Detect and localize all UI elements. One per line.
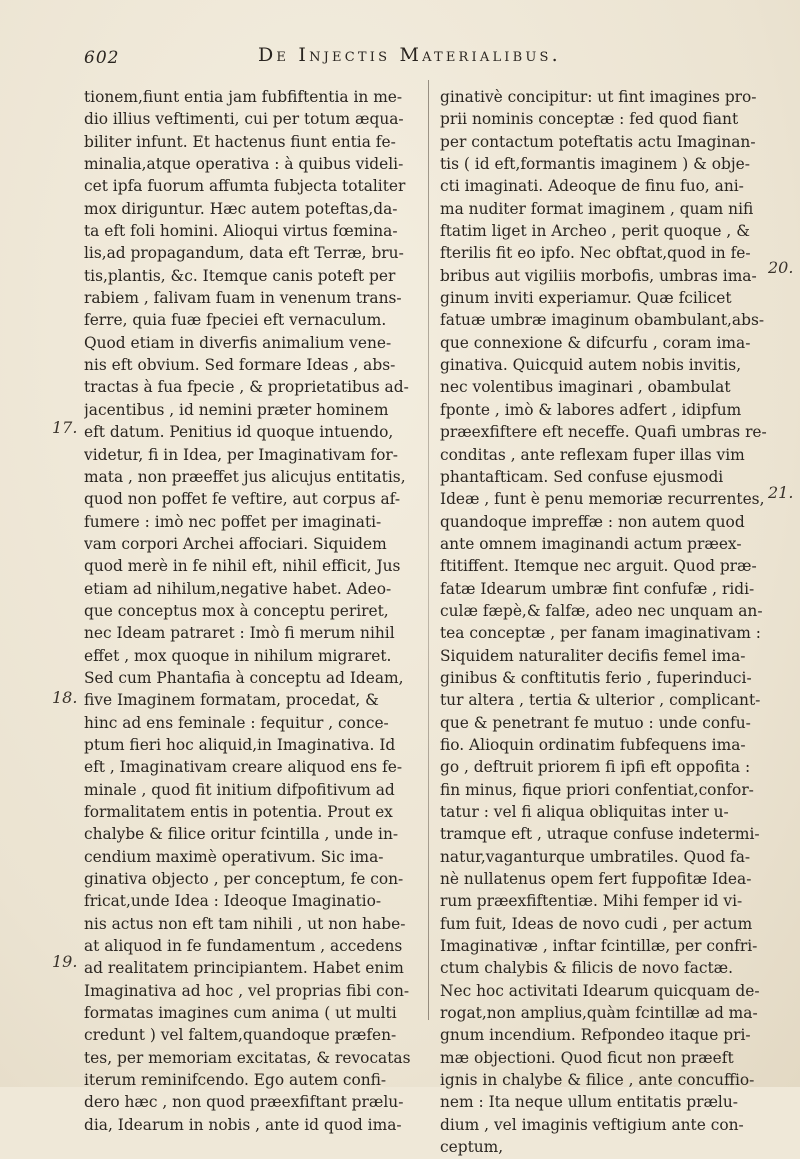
text-line: que connexione & difcurfu , coram ima- xyxy=(440,333,751,352)
page-number: 602 xyxy=(84,48,120,68)
text-line: fricat,unde Idea : Ideoque Imaginatio- xyxy=(84,892,382,911)
text-line: lis,ad propagandum, data eft Terræ, bru- xyxy=(84,244,404,263)
text-line: ptum fieri hoc aliquid,in Imaginativa. Id xyxy=(84,735,396,754)
text-line: conditas , ante reflexam fuper illas vim xyxy=(440,445,745,464)
text-line: rum præexfiftentiæ. Mihi femper id vi- xyxy=(440,892,743,911)
text-line: chalybe & filice oritur fcintilla , unde in- xyxy=(84,825,399,844)
margin-note-17: 17. xyxy=(52,418,78,437)
text-line: vam corpori Archei affociari. Siquidem xyxy=(84,534,387,553)
text-line: per contactum poteftatis actu Imaginan- xyxy=(440,132,756,151)
text-line: prii nominis conceptæ : fed quod fiant xyxy=(440,110,739,129)
text-line: rogat,non amplius,quàm fcintillæ ad ma- xyxy=(440,1004,758,1023)
text-line: ginativa. Quicquid autem nobis invitis, xyxy=(440,356,742,375)
text-line: tatur : vel fi aliqua obliquitas inter u- xyxy=(440,803,729,821)
text-line: ta eft foli homini. Alioqui virtus fœmina- xyxy=(84,222,398,241)
text-line: ceptum, xyxy=(440,1138,504,1157)
text-line: nec Ideam patraret : Imò fi merum nihil xyxy=(84,624,395,643)
text-line: ma nuditer format imaginem , quam nifi xyxy=(440,199,754,218)
text-line: nis eft obvium. Sed formare Ideas , abs- xyxy=(84,356,396,375)
text-line: formalitatem entis in potentia. Prout ex xyxy=(84,803,393,821)
running-title: De Injectis Materialibus. xyxy=(258,44,561,66)
text-line: dium , vel imaginis veftigium ante con- xyxy=(440,1115,744,1134)
text-line: go , deftruit priorem fi ipfi eft oppofita : xyxy=(440,758,751,777)
text-line: Imaginativa ad hoc , vel proprias fibi con- xyxy=(84,981,410,1000)
margin-note-20: 20. xyxy=(768,258,794,277)
text-line: Nec hoc activitati Idearum quicquam de- xyxy=(440,981,760,1000)
text-line: ftitiffent. Itemque nec arguit. Quod præ- xyxy=(440,557,757,576)
text-line: biliter infunt. Et hactenus fiunt entia fe- xyxy=(84,132,396,151)
text-line: nem : Ita neque ullum entitatis prælu- xyxy=(440,1093,738,1112)
text-line: ginibus & conftitutis ferio , fuperinduci- xyxy=(440,668,752,687)
text-line: nè nullatenus opem fert fuppofitæ Idea- xyxy=(440,870,752,889)
text-line: tractas à fua fpecie , & proprietatibus ad- xyxy=(84,378,409,397)
text-line: mæ objectioni. Quod ficut non præeft xyxy=(440,1048,734,1067)
text-line: gnum incendium. Refpondeo itaque pri- xyxy=(440,1026,751,1045)
text-line: fin minus, fique priori confentiat,confor- xyxy=(440,780,754,799)
page-header xyxy=(0,44,800,74)
text-line: nec volentibus imaginari , obambulat xyxy=(440,378,731,397)
text-line: ginativè concipitur: ut fint imagines pro- xyxy=(440,88,757,106)
text-line: formatas imagines cum anima ( ut multi xyxy=(84,1004,397,1023)
text-line: tis,plantis, &c. Itemque canis poteft per xyxy=(84,266,396,285)
text-line: ftatim liget in Archeo , perit quoque , & xyxy=(440,222,750,241)
text-line: Sed cum Phantafia à conceptu ad Ideam, xyxy=(84,668,404,687)
text-line: que conceptus mox à conceptu periret, xyxy=(84,601,389,620)
text-line: fterilis fit eo ipfo. Nec obftat,quod in fe- xyxy=(440,244,751,263)
text-line: dia, Idearum in nobis , ante id quod ima- xyxy=(84,1115,402,1134)
text-line: eft , Imaginativam creare aliquod ens fe- xyxy=(84,758,403,777)
text-line: fatæ Idearum umbræ fint confufæ , ridi- xyxy=(440,579,755,598)
text-line: videtur, fi in Idea, per Imaginativam for- xyxy=(84,445,398,464)
text-line: etiam ad nihilum,negative habet. Adeo- xyxy=(84,579,392,598)
text-line: bribus aut vigiliis morbofis, umbras ima- xyxy=(440,266,757,285)
text-line: fatuæ umbræ imaginum obambulant,abs- xyxy=(440,311,765,330)
text-line: tramque eft , utraque confuse indetermi- xyxy=(440,825,760,844)
text-line: ad realitatem principiantem. Habet enim xyxy=(84,959,404,978)
text-line: phantafticam. Sed confuse ejusmodi xyxy=(440,467,724,486)
text-line: quod non poffet fe veftire, aut corpus af- xyxy=(84,490,401,509)
text-line: fio. Alioquin ordinatim fubfequens ima- xyxy=(440,735,746,754)
left-text-column xyxy=(84,86,420,1136)
text-line: rabiem , falivam fuam in venenum trans- xyxy=(84,289,402,308)
text-line: iterum reminifcendo. Ego autem confi- xyxy=(84,1071,387,1090)
text-line: dero hæc , non quod præexfiftant prælu- xyxy=(84,1093,404,1112)
text-line: fponte , imò & labores adfert , idipfum xyxy=(440,400,742,419)
text-line: que & penetrant fe mutuo : unde confu- xyxy=(440,713,751,732)
text-line: culæ fæpè,& falfæ, adeo nec unquam an- xyxy=(440,601,763,620)
text-line: dio illius veftimenti, cui per totum æqua- xyxy=(84,110,404,129)
text-line: Ideæ , funt è penu memoriæ recurrentes, xyxy=(440,490,765,509)
text-line: fumere : imò nec poffet per imaginati- xyxy=(84,512,382,531)
text-line: ginativa objecto , per conceptum, fe con- xyxy=(84,870,404,889)
text-line: mata , non præeffet jus alicujus entitatis, xyxy=(84,467,406,486)
text-line: minalia,atque operativa : à quibus videli- xyxy=(84,155,404,174)
margin-note-19: 19. xyxy=(52,952,78,971)
text-line: Siquidem naturaliter decifis femel ima- xyxy=(440,646,746,665)
text-line: Quod etiam in diverfis animalium vene- xyxy=(84,333,392,352)
text-line: tea conceptæ , per fanam imaginativam : xyxy=(440,624,761,643)
text-line: minale , quod fit initium difpofitivum ad xyxy=(84,780,395,799)
text-line: tis ( id eft,formantis imaginem ) & obje- xyxy=(440,155,750,174)
text-line: ferre, quia fuæ fpeciei eft vernaculum. xyxy=(84,311,387,330)
text-line: mox diriguntur. Hæc autem poteftas,da- xyxy=(84,199,398,218)
text-line: ctum chalybis & filicis de novo factæ. xyxy=(440,959,734,978)
text-line: quandoque impreffæ : non autem quod xyxy=(440,512,745,531)
text-line: tionem,fiunt entia jam fubfiftentia in me- xyxy=(84,88,403,106)
text-line: tes, per memoriam excitatas, & revocatas xyxy=(84,1048,411,1067)
text-line: fum fuit, Ideas de novo cudi , per actum xyxy=(440,914,753,933)
text-line: effet , mox quoque in nihilum migraret. xyxy=(84,646,392,665)
text-line: Imaginativæ , inftar fcintillæ, per confri- xyxy=(440,937,758,956)
text-line: eft datum. Penitius id quoque intuendo, xyxy=(84,423,394,442)
text-line: ignis in chalybe & filice , ante concuffio- xyxy=(440,1071,755,1090)
margin-note-21: 21. xyxy=(768,483,794,502)
right-text-column xyxy=(440,86,776,1159)
text-line: præexfiftere eft neceffe. Quafi umbras re- xyxy=(440,423,767,442)
text-line: quod merè in fe nihil eft, nihil efficit, Jus xyxy=(84,557,401,576)
text-line: tur altera , tertia & ulterior , complicant- xyxy=(440,691,761,710)
column-divider xyxy=(428,80,429,1020)
text-line: five Imaginem formatam, procedat, & xyxy=(84,691,379,710)
margin-note-18: 18. xyxy=(52,688,78,707)
text-line: natur,vaganturque umbratiles. Quod fa- xyxy=(440,847,751,866)
text-line: ginum inviti experiamur. Quæ fcilicet xyxy=(440,289,732,308)
text-line: cti imaginati. Adeoque de finu fuo, ani- xyxy=(440,177,744,196)
text-line: credunt ) vel faltem,quandoque præfen- xyxy=(84,1026,397,1045)
text-line: ante omnem imaginandi actum præex- xyxy=(440,534,742,553)
text-line: jacentibus , id nemini præter hominem xyxy=(84,400,389,419)
text-line: cet ipfa fuorum affumta fubjecta totaliter xyxy=(84,177,406,196)
text-line: hinc ad ens feminale : fequitur , conce- xyxy=(84,713,389,732)
text-line: cendium maximè operativum. Sic ima- xyxy=(84,847,384,866)
text-line: at aliquod in fe fundamentum , accedens xyxy=(84,937,403,956)
text-line: nis actus non eft tam nihili , ut non habe- xyxy=(84,914,406,933)
